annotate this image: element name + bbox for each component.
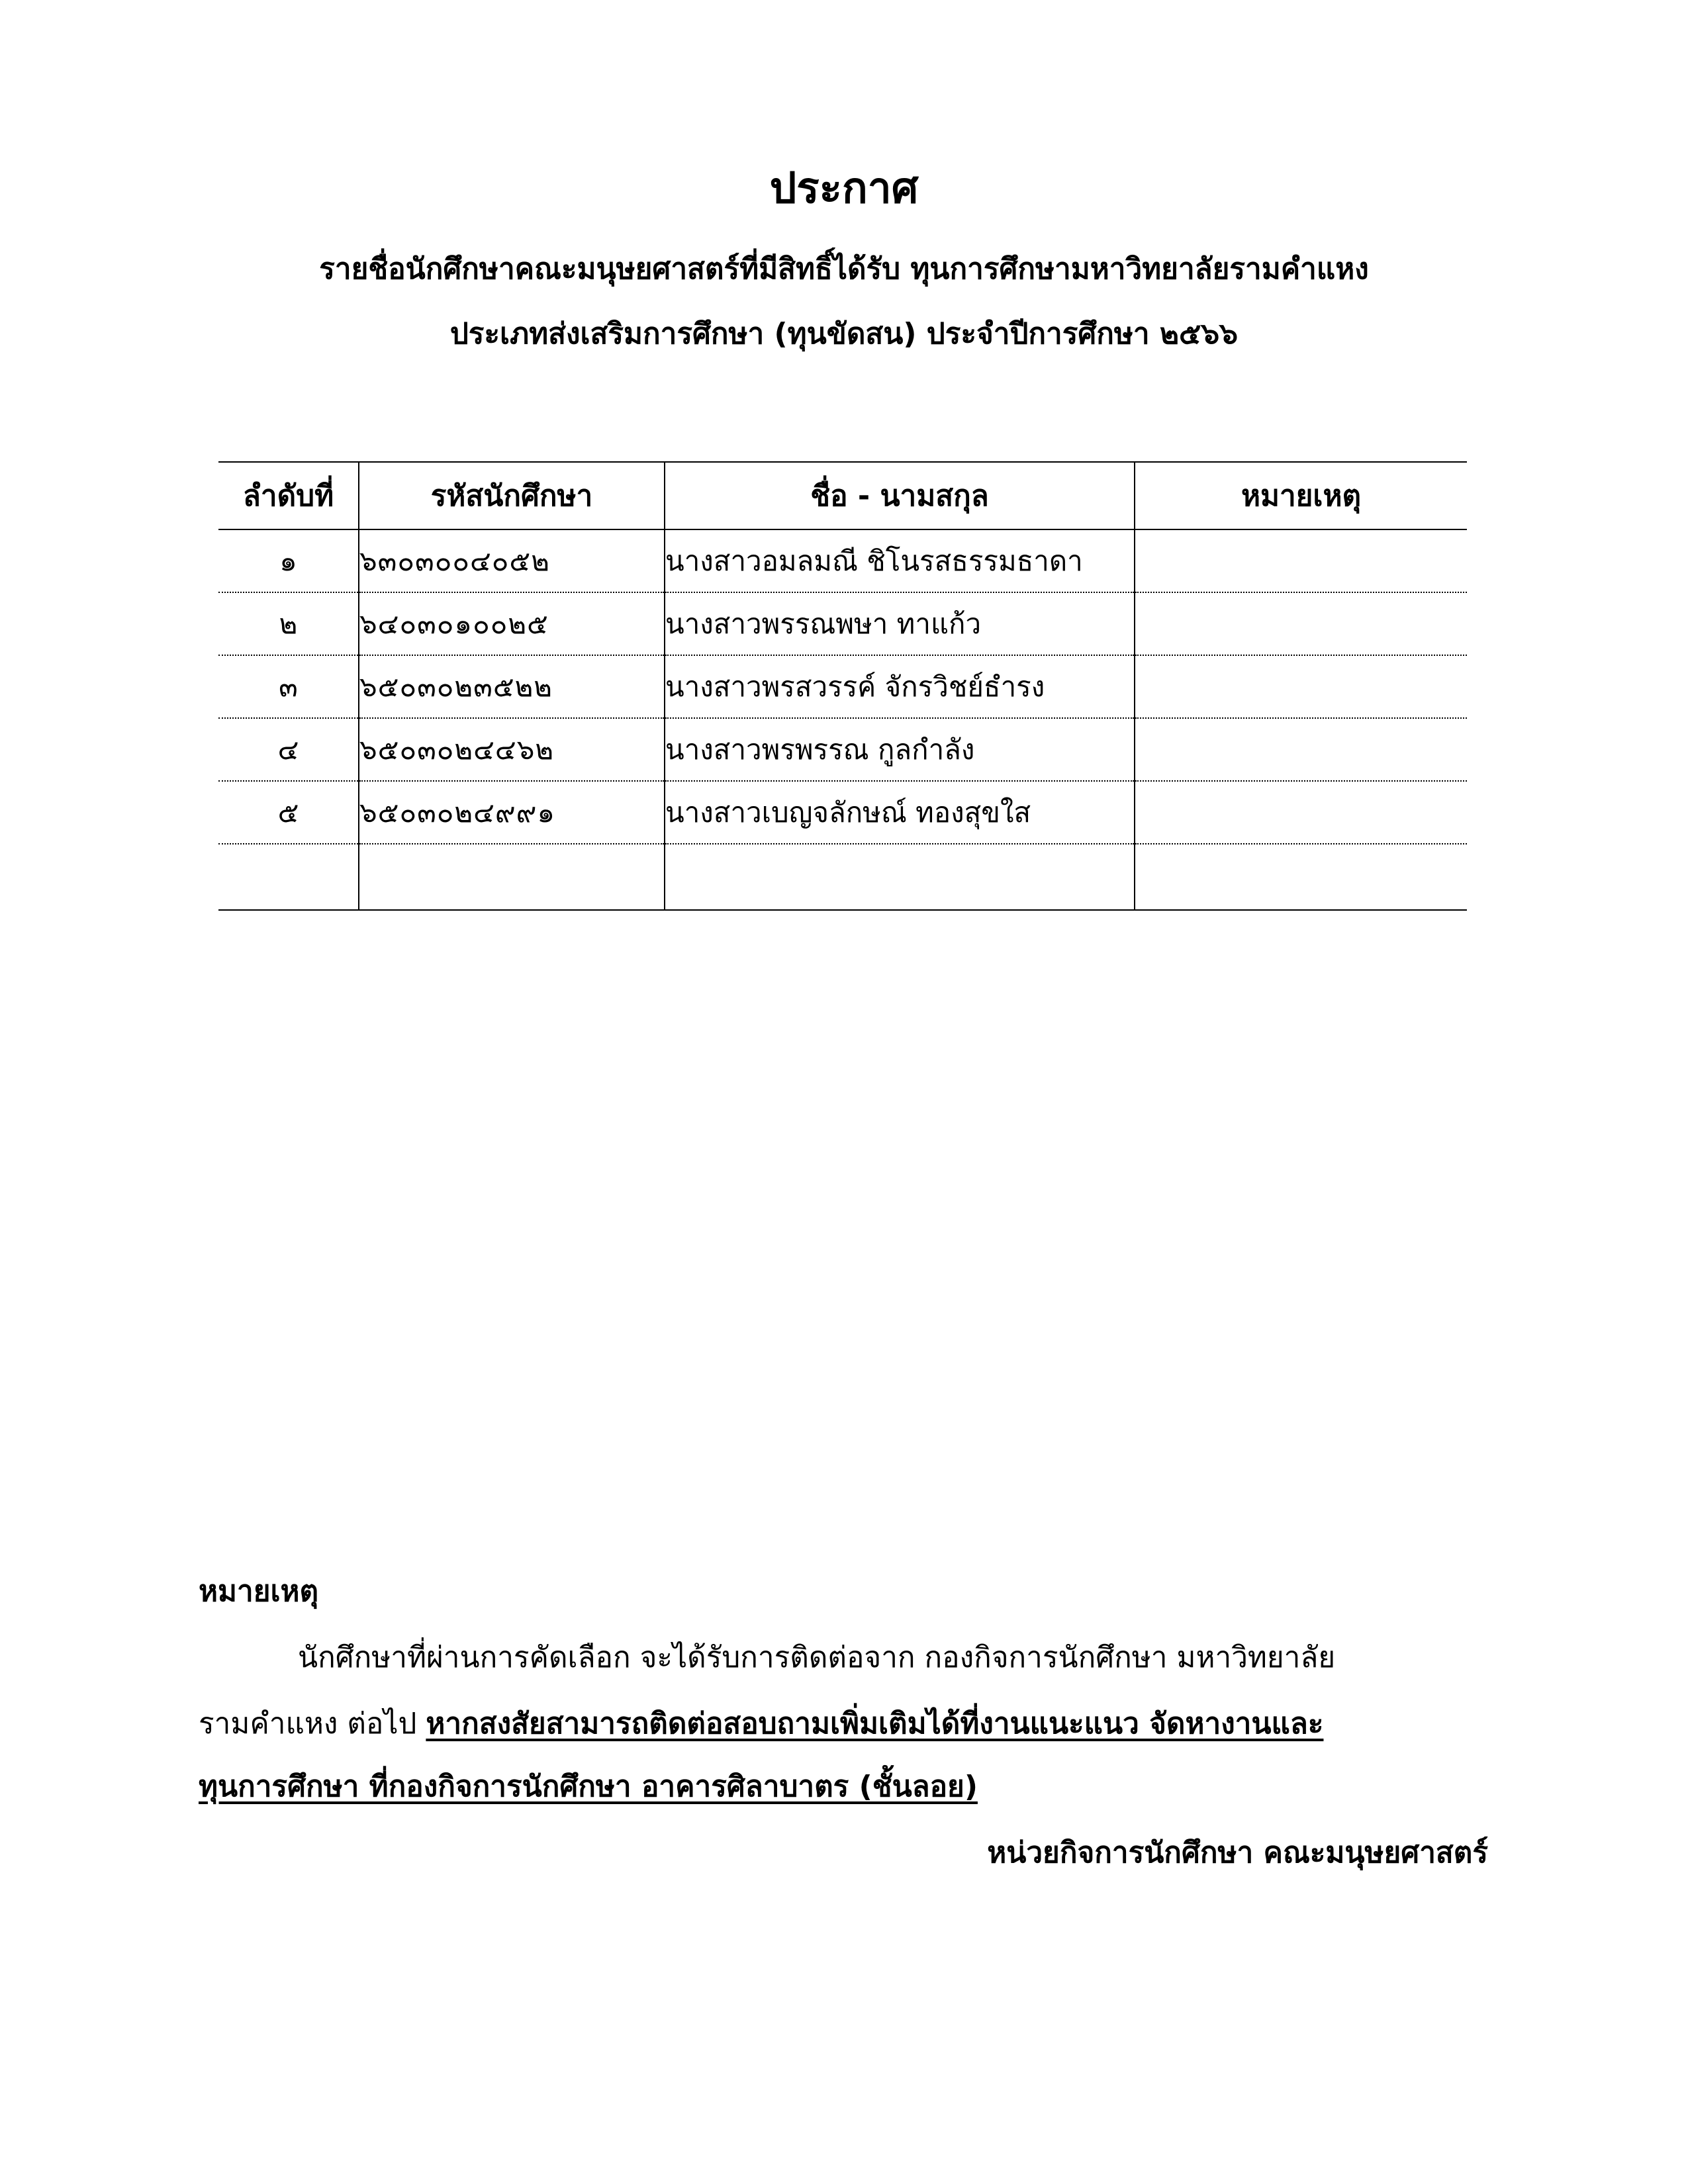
row-student-id: ๖๕๐๓๐๒๔๙๙๑ xyxy=(359,781,665,844)
announcement-title: ประกาศ xyxy=(769,164,919,213)
row-full-name: นางสาวเบญจลักษณ์ ทองสุขใส xyxy=(665,781,1135,844)
row-order: ๕ xyxy=(218,781,359,844)
table-row xyxy=(218,655,1467,718)
table-row xyxy=(218,529,1467,592)
note-paragraph-line1: นักศึกษาที่ผ่านการคัดเลือก จะได้รับการติดต่อจาก กองกิจการนักศึกษา มหาวิทยาลัย xyxy=(298,1641,1336,1674)
column-header-student-id: รหัสนักศึกษา xyxy=(359,462,665,529)
row-order: ๔ xyxy=(218,718,359,781)
table-row-empty xyxy=(218,844,1467,910)
empty-cell xyxy=(218,844,359,910)
scholarship-recipients-table xyxy=(218,461,1467,911)
row-full-name: นางสาวอมลมณี ชิโนรสธรรมธาดา xyxy=(665,529,1135,592)
row-order: ๑ xyxy=(218,529,359,592)
row-full-name: นางสาวพรสวรรค์ จักรวิชย์ธำรง xyxy=(665,655,1135,718)
note-line3-emphasis: ทุนการศึกษา ที่กองกิจการนักศึกษา อาคารศิลาบาตร (ชั้นลอย) xyxy=(199,1770,978,1803)
row-student-id: ๖๕๐๓๐๒๔๔๖๒ xyxy=(359,718,665,781)
row-remark xyxy=(1135,718,1467,781)
note-paragraph-line2 xyxy=(199,1701,1489,1747)
note-heading: หมายเหตุ xyxy=(199,1574,319,1608)
row-order: ๓ xyxy=(218,655,359,718)
table-header-row xyxy=(218,462,1467,529)
row-student-id: ๖๓๐๓๐๐๔๐๕๒ xyxy=(359,529,665,592)
row-remark xyxy=(1135,592,1467,655)
row-full-name: นางสาวพรรณพษา ทาแก้ว xyxy=(665,592,1135,655)
row-order: ๒ xyxy=(218,592,359,655)
row-student-id: ๖๔๐๓๐๑๐๐๒๕ xyxy=(359,592,665,655)
row-remark xyxy=(1135,655,1467,718)
table-row xyxy=(218,718,1467,781)
empty-cell xyxy=(665,844,1135,910)
row-student-id: ๖๕๐๓๐๒๓๕๒๒ xyxy=(359,655,665,718)
note-line2-emphasis: หากสงสัยสามารถติดต่อสอบถามเพิ่มเติมได้ที่งานแนะแนว จัดหางานและ xyxy=(426,1707,1324,1741)
table-row xyxy=(218,781,1467,844)
row-full-name: นางสาวพรพรรณ กูลกำลัง xyxy=(665,718,1135,781)
note-line2-plain: รามคำแหง ต่อไป xyxy=(199,1707,426,1741)
empty-cell xyxy=(1135,844,1467,910)
empty-cell xyxy=(359,844,665,910)
note-paragraph-line3 xyxy=(199,1764,1489,1810)
column-header-order: ลำดับที่ xyxy=(218,462,359,529)
row-remark xyxy=(1135,781,1467,844)
column-header-full-name: ชื่อ - นามสกุล xyxy=(665,462,1135,529)
announcement-subtitle-line2: ประเภทส่งเสริมการศึกษา (ทุนขัดสน) ประจำปีการศึกษา ๒๕๖๖ xyxy=(449,317,1239,351)
column-header-remark: หมายเหตุ xyxy=(1135,462,1467,529)
announcement-subtitle-line1: รายชื่อนักศึกษาคณะมนุษยศาสตร์ที่มีสิทธิ์ได้รับ ทุนการศึกษามหาวิทยาลัยรามคำแหง xyxy=(319,252,1369,286)
issuer-signature: หน่วยกิจการนักศึกษา คณะมนุษยศาสตร์ xyxy=(987,1836,1488,1870)
table-row xyxy=(218,592,1467,655)
row-remark xyxy=(1135,529,1467,592)
